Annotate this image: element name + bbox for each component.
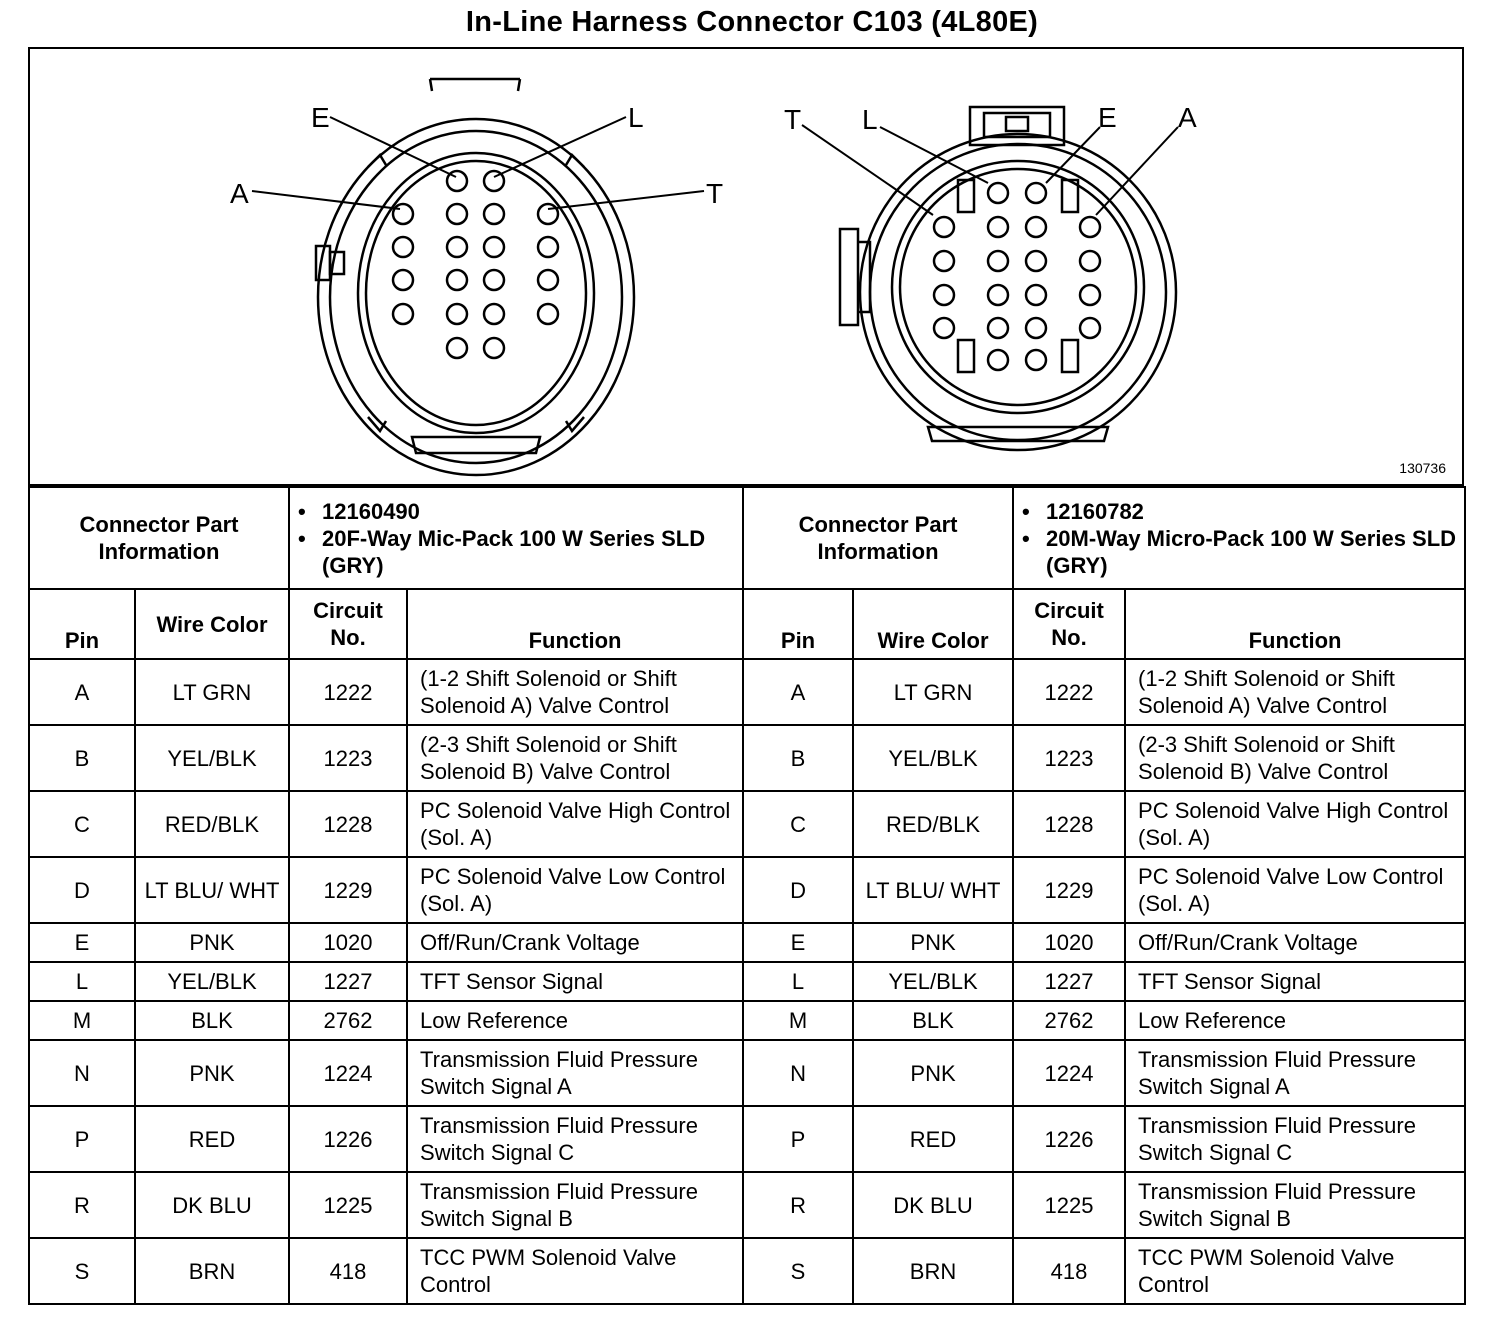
wire-color-cell-right: BLK — [853, 1001, 1013, 1040]
function-cell: PC Solenoid Valve High Control (Sol. A) — [407, 791, 743, 857]
function-cell-right: Transmission Fluid Pressure Switch Signal C — [1125, 1106, 1465, 1172]
right-label-t: T — [784, 104, 802, 135]
table-row — [29, 1172, 1465, 1238]
function-cell-right: (1-2 Shift Solenoid or Shift Solenoid A) Valve Control — [1125, 659, 1465, 725]
circuit-cell-right: 1222 — [1013, 659, 1125, 725]
pin-cell-right: N — [743, 1040, 853, 1106]
circuit-cell: 1226 — [289, 1106, 407, 1172]
right-pin — [1080, 217, 1100, 237]
left-pin — [447, 204, 467, 224]
right-pin — [1026, 251, 1046, 271]
pin-cell: M — [29, 1001, 135, 1040]
right-pin — [1080, 251, 1100, 271]
function-cell-right: TCC PWM Solenoid Valve Control — [1125, 1238, 1465, 1304]
wire-color-cell: RED/BLK — [135, 791, 289, 857]
pin-cell-right: C — [743, 791, 853, 857]
left-label-l: L — [628, 102, 644, 133]
left-connector-face — [316, 79, 634, 475]
left-insert — [366, 161, 586, 425]
pin-cell-right: D — [743, 857, 853, 923]
wire-color-cell: LT BLU/ WHT — [135, 857, 289, 923]
left-leader-t — [548, 191, 704, 209]
right-pin — [934, 285, 954, 305]
right-leader-t — [802, 125, 933, 215]
pin-cell: C — [29, 791, 135, 857]
function-cell: Transmission Fluid Pressure Switch Signal B — [407, 1172, 743, 1238]
table-row — [29, 659, 1465, 725]
pin-cell-right: A — [743, 659, 853, 725]
connector-figure — [28, 47, 1464, 486]
left-label-e: E — [311, 102, 330, 133]
table-row — [29, 962, 1465, 1001]
wire-color-cell: BRN — [135, 1238, 289, 1304]
function-cell-right: PC Solenoid Valve High Control (Sol. A) — [1125, 791, 1465, 857]
circuit-cell: 1227 — [289, 962, 407, 1001]
right-pin — [988, 217, 1008, 237]
wire-color-cell-right: PNK — [853, 923, 1013, 962]
header-circuit-right: Circuit No. — [1013, 589, 1125, 659]
circuit-cell-right: 1225 — [1013, 1172, 1125, 1238]
circuit-cell: 1225 — [289, 1172, 407, 1238]
figure-id-number: 130736 — [1399, 460, 1446, 476]
circuit-cell: 2762 — [289, 1001, 407, 1040]
function-cell-right: TFT Sensor Signal — [1125, 962, 1465, 1001]
wire-color-cell-right: BRN — [853, 1238, 1013, 1304]
left-pin — [538, 270, 558, 290]
right-insert-rim — [892, 161, 1144, 413]
right-pin — [1080, 285, 1100, 305]
right-pin — [934, 251, 954, 271]
left-part-info: • 12160490 • 20F-Way Mic-Pack 100 W Series SLD (GRY) — [289, 487, 743, 589]
circuit-cell-right: 2762 — [1013, 1001, 1125, 1040]
wire-color-cell: LT GRN — [135, 659, 289, 725]
right-pin — [934, 318, 954, 338]
wire-color-cell: PNK — [135, 923, 289, 962]
pin-cell: R — [29, 1172, 135, 1238]
circuit-cell-right: 1226 — [1013, 1106, 1125, 1172]
circuit-cell-right: 1227 — [1013, 962, 1125, 1001]
function-cell: Off/Run/Crank Voltage — [407, 923, 743, 962]
wire-color-cell: RED — [135, 1106, 289, 1172]
pin-cell: L — [29, 962, 135, 1001]
wire-color-cell: YEL/BLK — [135, 962, 289, 1001]
circuit-cell-right: 1020 — [1013, 923, 1125, 962]
left-pin — [447, 270, 467, 290]
right-pin — [988, 318, 1008, 338]
right-pin — [988, 251, 1008, 271]
right-connector-face — [840, 107, 1176, 450]
right-part-number: 12160782 — [1046, 498, 1144, 524]
circuit-cell-right: 1229 — [1013, 857, 1125, 923]
right-description: 20M-Way Micro-Pack 100 W Series SLD (GRY) — [1046, 525, 1457, 578]
left-leader-l — [494, 117, 626, 177]
connector-diagram — [28, 47, 1464, 486]
left-pin-cavities — [393, 171, 558, 358]
right-pin — [988, 183, 1008, 203]
pin-cell-right: S — [743, 1238, 853, 1304]
right-pin — [1080, 318, 1100, 338]
header-circuit: Circuit No. — [289, 589, 407, 659]
wire-color-cell-right: RED — [853, 1106, 1013, 1172]
wire-color-cell-right: YEL/BLK — [853, 725, 1013, 791]
pin-cell-right: P — [743, 1106, 853, 1172]
function-cell-right: (2-3 Shift Solenoid or Shift Solenoid B) Valve Control — [1125, 725, 1465, 791]
pin-cell-right: M — [743, 1001, 853, 1040]
pin-cell: A — [29, 659, 135, 725]
connector-table — [28, 486, 1466, 1305]
header-function: Function — [407, 589, 743, 659]
table-row — [29, 1001, 1465, 1040]
table-row — [29, 857, 1465, 923]
function-cell-right: PC Solenoid Valve Low Control (Sol. A) — [1125, 857, 1465, 923]
pin-cell-right: E — [743, 923, 853, 962]
left-label-t: T — [706, 178, 724, 209]
left-pin — [393, 304, 413, 324]
left-latch-1 — [368, 155, 386, 167]
right-pin — [1026, 350, 1046, 370]
left-pin — [447, 237, 467, 257]
wire-color-cell-right: RED/BLK — [853, 791, 1013, 857]
circuit-cell-right: 1228 — [1013, 791, 1125, 857]
left-pin — [393, 237, 413, 257]
right-polarizer-3 — [958, 340, 974, 372]
header-function-right: Function — [1125, 589, 1465, 659]
left-info-label: Connector Part Information — [29, 487, 289, 589]
function-cell-right: Transmission Fluid Pressure Switch Signal B — [1125, 1172, 1465, 1238]
left-leader-e — [330, 117, 456, 177]
left-pin — [447, 338, 467, 358]
table-row — [29, 923, 1465, 962]
pin-cell-right: L — [743, 962, 853, 1001]
right-polarizer-4 — [1062, 340, 1078, 372]
function-cell: TCC PWM Solenoid Valve Control — [407, 1238, 743, 1304]
left-pin — [538, 237, 558, 257]
pin-cell: S — [29, 1238, 135, 1304]
right-side-key — [840, 229, 858, 325]
wire-color-cell: BLK — [135, 1001, 289, 1040]
left-pin — [484, 204, 504, 224]
right-leader-a — [1096, 127, 1178, 215]
right-part-info: • 12160782 • 20M-Way Micro-Pack 100 W Series SLD (GRY) — [1013, 487, 1465, 589]
function-cell: Transmission Fluid Pressure Switch Signal C — [407, 1106, 743, 1172]
right-label-a: A — [1178, 102, 1197, 133]
function-cell: Transmission Fluid Pressure Switch Signal A — [407, 1040, 743, 1106]
function-cell-right: Low Reference — [1125, 1001, 1465, 1040]
left-part-number: 12160490 — [322, 498, 420, 524]
table-row — [29, 791, 1465, 857]
left-pin — [538, 304, 558, 324]
function-cell: TFT Sensor Signal — [407, 962, 743, 1001]
right-pin — [1026, 217, 1046, 237]
left-top-lug — [430, 79, 520, 91]
pin-cell: E — [29, 923, 135, 962]
left-pin — [393, 270, 413, 290]
wire-color-cell: PNK — [135, 1040, 289, 1106]
left-pin — [484, 270, 504, 290]
left-leader-a — [252, 191, 400, 209]
connector-info-row — [29, 487, 1465, 589]
function-cell: Low Reference — [407, 1001, 743, 1040]
figure-frame — [29, 48, 1463, 485]
right-pin — [1026, 318, 1046, 338]
left-pin — [484, 338, 504, 358]
wire-color-cell-right: LT BLU/ WHT — [853, 857, 1013, 923]
function-cell: (1-2 Shift Solenoid or Shift Solenoid A) Valve Control — [407, 659, 743, 725]
column-header-row — [29, 589, 1465, 659]
wire-color-cell-right: YEL/BLK — [853, 962, 1013, 1001]
function-cell-right: Transmission Fluid Pressure Switch Signal A — [1125, 1040, 1465, 1106]
left-pin — [447, 304, 467, 324]
left-label-a: A — [230, 178, 249, 209]
right-label-e: E — [1098, 102, 1117, 133]
circuit-cell: 1229 — [289, 857, 407, 923]
pin-cell: D — [29, 857, 135, 923]
table-row — [29, 1040, 1465, 1106]
left-latch-2 — [566, 155, 584, 167]
pin-cell-right: B — [743, 725, 853, 791]
circuit-cell: 1224 — [289, 1040, 407, 1106]
right-insert — [900, 169, 1136, 405]
table-row — [29, 1106, 1465, 1172]
right-pin — [988, 285, 1008, 305]
right-leader-l — [880, 127, 988, 183]
circuit-cell: 1228 — [289, 791, 407, 857]
pin-cell: P — [29, 1106, 135, 1172]
left-pin — [484, 304, 504, 324]
right-pin — [988, 350, 1008, 370]
left-pin — [538, 204, 558, 224]
function-cell: PC Solenoid Valve Low Control (Sol. A) — [407, 857, 743, 923]
header-pin: Pin — [29, 589, 135, 659]
function-cell: (2-3 Shift Solenoid or Shift Solenoid B) Valve Control — [407, 725, 743, 791]
circuit-cell-right: 418 — [1013, 1238, 1125, 1304]
circuit-cell: 418 — [289, 1238, 407, 1304]
left-bottom-lug — [412, 437, 540, 453]
right-leader-lines — [802, 125, 1178, 215]
left-description: 20F-Way Mic-Pack 100 W Series SLD (GRY) — [322, 525, 706, 578]
pin-cell: B — [29, 725, 135, 791]
left-pin — [393, 204, 413, 224]
left-inner-shell — [330, 131, 622, 463]
right-pin — [934, 217, 954, 237]
left-insert-rim — [358, 153, 594, 433]
right-label-l: L — [862, 104, 878, 135]
circuit-cell: 1222 — [289, 659, 407, 725]
pin-cell: N — [29, 1040, 135, 1106]
left-pin — [484, 237, 504, 257]
circuit-cell: 1223 — [289, 725, 407, 791]
page-title: In-Line Harness Connector C103 (4L80E) — [465, 6, 1039, 38]
wire-color-cell-right: DK BLU — [853, 1172, 1013, 1238]
circuit-cell-right: 1223 — [1013, 725, 1125, 791]
circuit-cell-right: 1224 — [1013, 1040, 1125, 1106]
right-pin — [1026, 285, 1046, 305]
wire-color-cell-right: PNK — [853, 1040, 1013, 1106]
right-info-label: Connector Part Information — [743, 487, 1013, 589]
right-latch-window — [1006, 117, 1028, 131]
header-pin-right: Pin — [743, 589, 853, 659]
circuit-cell: 1020 — [289, 923, 407, 962]
right-pin — [1026, 183, 1046, 203]
wire-color-cell: YEL/BLK — [135, 725, 289, 791]
table-row — [29, 1238, 1465, 1304]
function-cell-right: Off/Run/Crank Voltage — [1125, 923, 1465, 962]
wire-color-cell: DK BLU — [135, 1172, 289, 1238]
pin-cell-right: R — [743, 1172, 853, 1238]
header-wire-color: Wire Color — [135, 589, 289, 659]
wire-color-cell-right: LT GRN — [853, 659, 1013, 725]
table-row — [29, 725, 1465, 791]
header-wire-color-right: Wire Color — [853, 589, 1013, 659]
